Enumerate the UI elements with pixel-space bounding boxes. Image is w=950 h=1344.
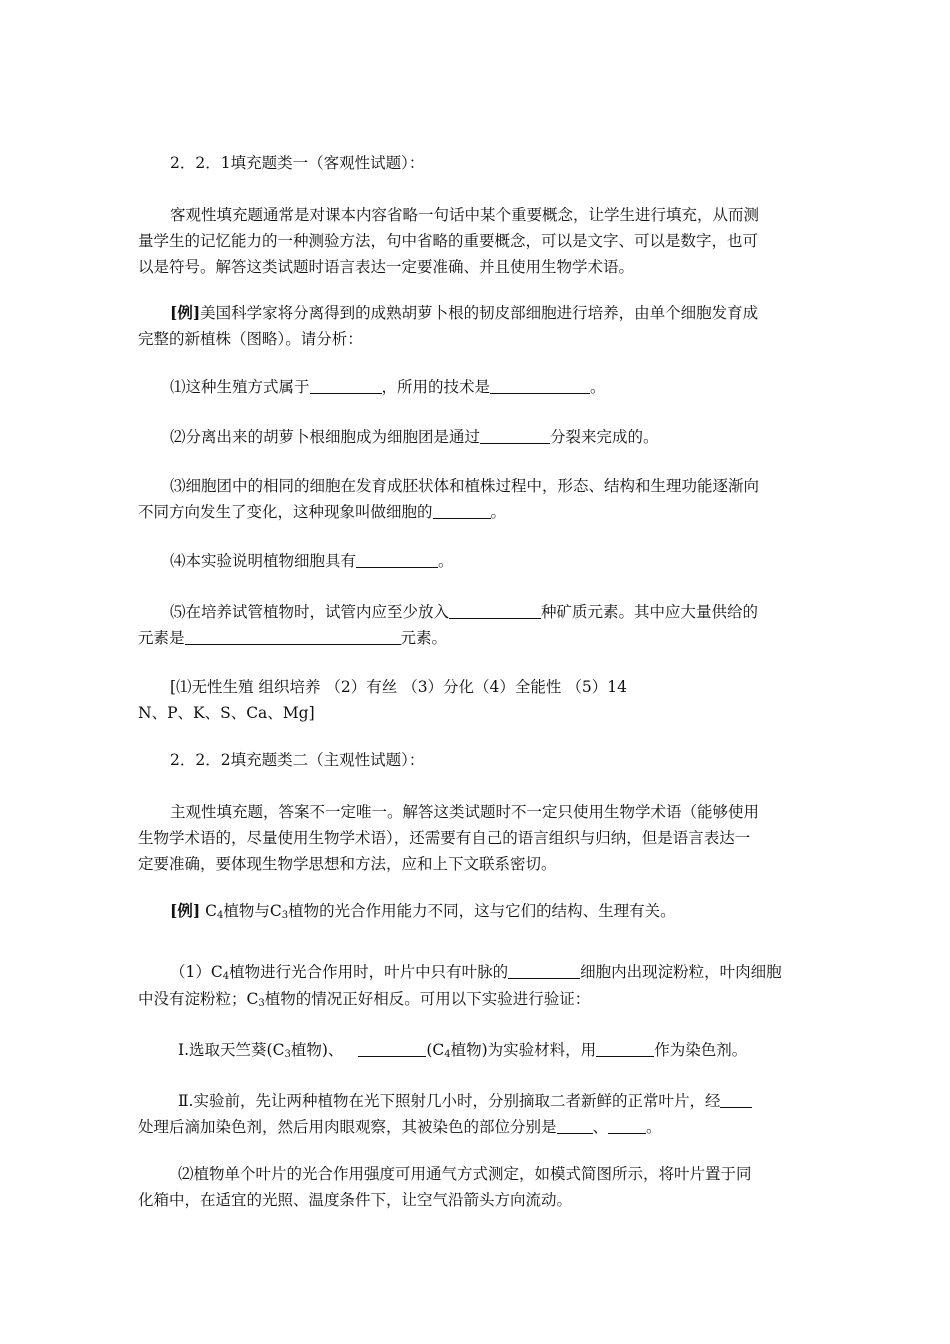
part1-line-1: $(1)C_4$植物进行光合作用时，叶片中只有叶脉的 细胞内出现淀粉粒，叶肉细胞	[170, 958, 782, 986]
intro1-line-2: 量学生的记忆能力的一种测验方法，句中省略的重要概念，可以是文字、可以是数字，也可	[138, 232, 759, 250]
answer-key-line-1: [⑴无性生殖 组织培养 （2）有丝 （3）分化（4）全能性 （5）14	[170, 678, 627, 696]
section-heading-2: 2．2．2填充题类二（主观性试题）：	[170, 751, 425, 769]
step-2-line-1: Ⅱ.实验前，先让两种植物在光下照射几小时，分别摘取二者新鲜的正常叶片，经	[178, 1087, 752, 1115]
answer-blank	[358, 1038, 426, 1057]
answer-blank	[433, 500, 491, 519]
example2-line: [例] $C_4$植物与$C_3$植物的光合作用能力不同，这与它们的结构、生理有关。	[170, 901, 676, 921]
example1-line-1: [例]美国科学家将分离得到的成熟胡萝卜根的韧皮部细胞进行培养，由单个细胞发育成	[170, 303, 759, 322]
answer-blank	[596, 1038, 654, 1057]
answer-blank	[356, 549, 438, 568]
question-3-line-1: ⑶细胞团中的相同的细胞在发育成胚状体和植株过程中，形态、结构和生理功能逐渐向	[170, 477, 760, 495]
step-1-line: Ⅰ.选取天竺葵($C_3$植物)、 ($C_4$植物)为实验材料，用 作为染色剂。	[178, 1036, 747, 1064]
answer-blank	[310, 375, 382, 394]
answer-blank	[480, 425, 550, 444]
intro2-line-1: 主观性填充题，答案不一定唯一。解答这类试题时不一定只使用生物学术语（能够使用	[170, 803, 760, 821]
question-2: ⑵分离出来的胡萝卜根细胞成为细胞团是通过 分裂来完成的。	[170, 423, 659, 451]
answer-blank	[185, 626, 401, 645]
answer-blank	[720, 1089, 752, 1108]
answer-blank	[557, 1115, 593, 1134]
answer-blank	[449, 600, 541, 619]
question-5-line-2: 元素是 元素。	[138, 624, 447, 652]
question-4: ⑷本实验说明植物细胞具有 。	[170, 547, 454, 575]
section-heading-1: 2．2．1填充题类一（客观性试题）：	[170, 154, 425, 172]
question-3-line-2: 不同方向发生了变化，这种现象叫做细胞的 。	[138, 498, 506, 526]
intro2-line-2: 生物学术语的，尽量使用生物学术语），还需要有自己的语言组织与归纳，但是语言表达一	[138, 829, 751, 847]
intro1-line-3: 以是符号。解答这类试题时语言表达一定要准确、并且使用生物学术语。	[138, 258, 635, 276]
part1-line-2: 中没有淀粉粒；$C_3$植物的情况正好相反。可用以下实验进行验证：	[138, 990, 591, 1009]
example-tag: [例]	[170, 303, 201, 322]
answer-blank	[608, 1115, 646, 1134]
question-5-line-1: ⑸在培养试管植物时，试管内应至少放入 种矿质元素。其中应大量供给的	[170, 598, 758, 626]
part2-line-1: ⑵植物单个叶片的光合作用强度可用通气方式测定，如模式简图所示，将叶片置于同	[178, 1165, 752, 1183]
answer-key-line-2: N、P、K、S、Ca、Mg]	[138, 704, 315, 722]
part2-line-2: 化箱中，在适宜的光照、温度条件下，让空气沿箭头方向流动。	[138, 1191, 573, 1209]
question-1: ⑴这种生殖方式属于 ，所用的技术是 。	[170, 373, 606, 401]
intro1-line-1: 客观性填充题通常是对课本内容省略一句话中某个重要概念，让学生进行填充，从而测	[170, 206, 760, 224]
step-2-line-2: 处理后滴加染色剂，然后用肉眼观察，其被染色的部位分别是 、 。	[138, 1113, 662, 1141]
example1-line-2: 完整的新植株（图略）。请分析：	[138, 330, 363, 348]
answer-blank	[508, 960, 580, 979]
example-tag: [例]	[170, 901, 201, 920]
intro2-line-3: 定要准确，要体现生物学思想和方法，应和上下文联系密切。	[138, 855, 557, 873]
answer-blank	[490, 375, 590, 394]
